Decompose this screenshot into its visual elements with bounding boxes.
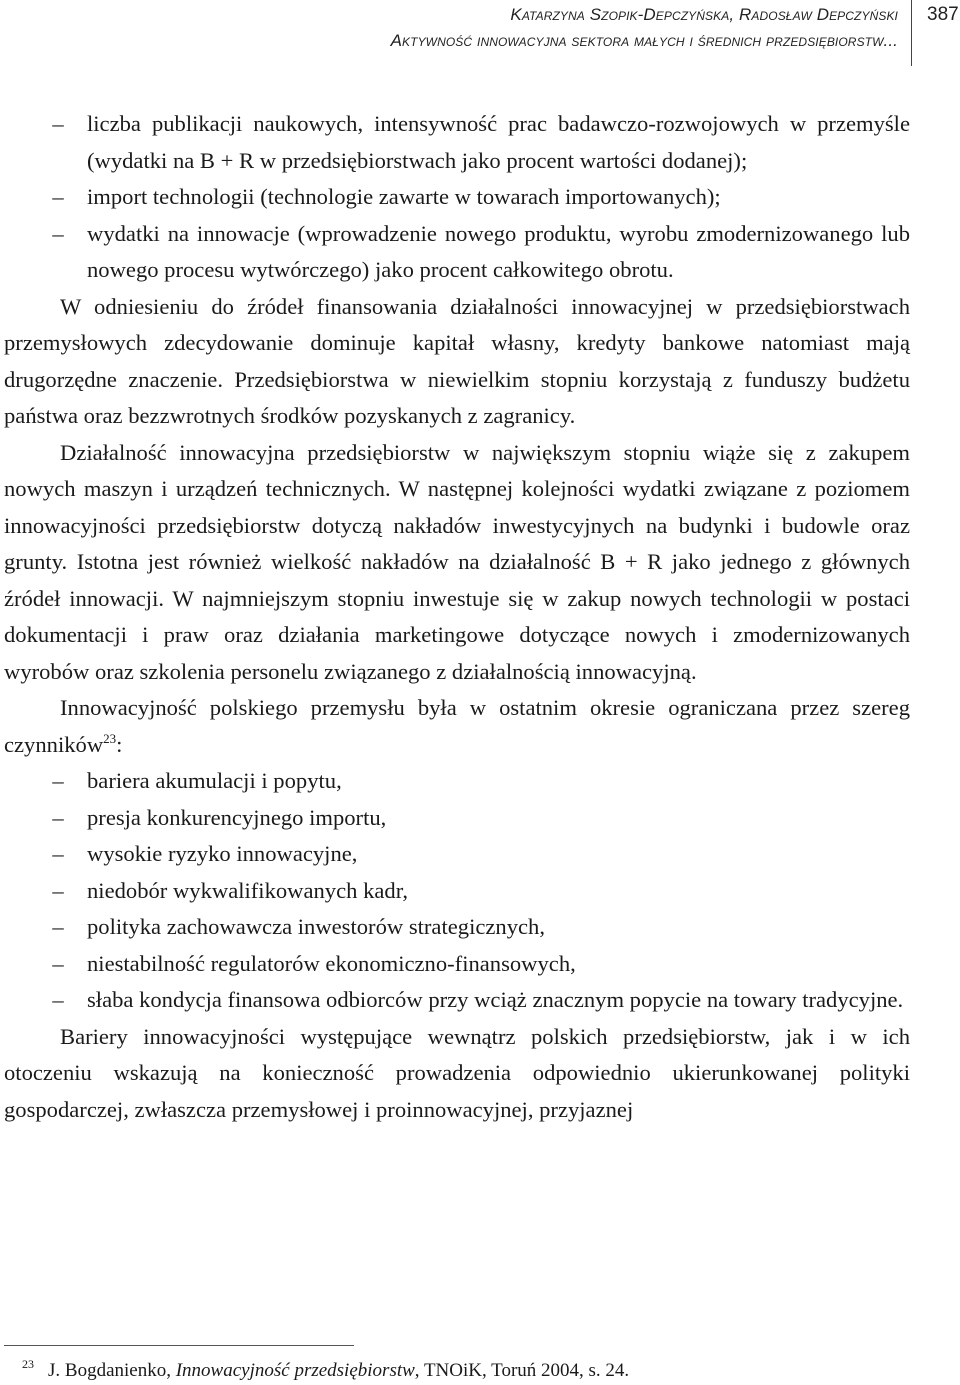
footnote-reference: 23 — [103, 730, 117, 746]
list-item — [4, 216, 910, 289]
dash-bullet: – — [52, 220, 64, 246]
footnote-publisher: , TNOiK, Toruń 2004, s. 24. — [414, 1360, 630, 1381]
paragraph-colon: : — [116, 731, 123, 757]
list-item-text: bariera akumulacji i popytu, — [87, 768, 342, 793]
dash-bullet: – — [52, 877, 64, 903]
list-item-text: polityka zachowawcza inwestorów strategicznych, — [87, 914, 545, 939]
dash-bullet: – — [52, 950, 64, 976]
list-item — [4, 800, 910, 837]
paragraph-investment: Działalność innowacyjna przedsiębiorstw w największym stopniu wiąże się z zakupem nowych maszyn i urządzeń technicznych. W następnej kolejności wydatki związane z poziomem innowacyjności przedsiębiorstw dotyczą nakładów inwestycyjnych na budynki i budowle oraz grunty. Istotna jest również wielkość nakładów na działalność B + R jako jednego z głównych źródeł innowacji. W najmniejszym stopniu inwestuje się w zakup nowych technologii w postaci dokumentacji i praw oraz działania marketingowe dotyczące nowych i zmodernizowanych wyrobów oraz szkolenia personelu związanego z działalnością innowacyjną. — [4, 439, 910, 684]
running-header — [391, 2, 898, 54]
dash-bullet: – — [52, 804, 64, 830]
dash-bullet: – — [52, 111, 64, 136]
page-number: 387 — [927, 4, 959, 25]
list-item-text: import technologii (technologie zawarte w towarach importowanych); — [87, 184, 721, 209]
list-item-text: presja konkurencyjnego importu, — [87, 804, 387, 830]
dash-bullet: – — [52, 768, 64, 793]
list-item-text: liczba publikacji naukowych, intensywność prac badawczo-rozwojowych w przemyśle (wydatki na B + R w przedsiębiorstwach jako procent wartości dodanej); — [87, 111, 910, 173]
list-item — [4, 946, 910, 983]
paragraph-text: Innowacyjność polskiego przemysłu była w ostatnim okresie ograniczana przez szereg czynników — [4, 695, 910, 757]
header-title: Aktywność innowacyjna sektora małych i średnich przedsiębiorstw... — [390, 31, 898, 50]
list-item-text: niedobór wykwalifikowanych kadr, — [87, 877, 408, 903]
paragraph-financing: W odniesieniu do źródeł finansowania działalności innowacyjnej w przedsiębiorstwach przemysłowych zdecydowanie dominuje kapitał własny, kredyty bankowe natomiast mają drugorzędne znaczenie. Przedsiębiorstwa w niewielkim stopniu korzystają z funduszy budżetu państwa oraz bezzwrotnych środków pozyskanych z zagranicy. — [4, 293, 910, 428]
dash-bullet: – — [52, 184, 64, 209]
list-item — [4, 982, 910, 1019]
indicator-list — [4, 106, 910, 289]
list-item-text: słaba kondycja finansowa odbiorców przy wciąż znacznym popycie na towary tradycyjne. — [87, 987, 904, 1012]
list-item — [4, 106, 910, 179]
footnote-author: J. Bogdanienko, — [48, 1360, 176, 1381]
dash-bullet: – — [52, 987, 64, 1012]
body-text — [4, 106, 910, 1128]
list-item-text: wysokie ryzyko innowacyjne, — [87, 841, 358, 866]
footnote-title: Innowacyjność przedsiębiorstw — [175, 1360, 415, 1381]
paragraph-barriers-intro — [4, 690, 910, 763]
list-item — [4, 763, 910, 800]
barrier-list — [4, 763, 910, 1019]
dash-bullet: – — [52, 841, 64, 866]
list-item — [4, 909, 910, 946]
footnote-divider — [4, 1345, 354, 1346]
list-item-text: niestabilność regulatorów ekonomiczno-finansowych, — [87, 950, 576, 976]
list-item — [4, 836, 910, 873]
footnote — [22, 1350, 922, 1385]
header-divider — [911, 0, 912, 66]
footnote-mark: 23 — [22, 1357, 34, 1371]
header-authors: Katarzyna Szopik-Depczyńska, Radosław Depczyński — [510, 5, 898, 24]
list-item — [4, 873, 910, 910]
paragraph-policy: Bariery innowacyjności występujące wewnątrz polskich przedsiębiorstw, jak i w ich otoczeniu wskazują na konieczność prowadzenia odpowiednio ukierunkowanej polityki gospodarczej, zwłaszcza przemysłowej i proinnowacyjnej, przyjaznej — [4, 1023, 910, 1122]
list-item — [4, 179, 910, 216]
dash-bullet: – — [52, 914, 64, 939]
list-item-text: wydatki na innowacje (wprowadzenie nowego produktu, wyrobu zmodernizowanego lub nowego procesu wytwórczego) jako procent całkowitego obrotu. — [87, 220, 910, 282]
